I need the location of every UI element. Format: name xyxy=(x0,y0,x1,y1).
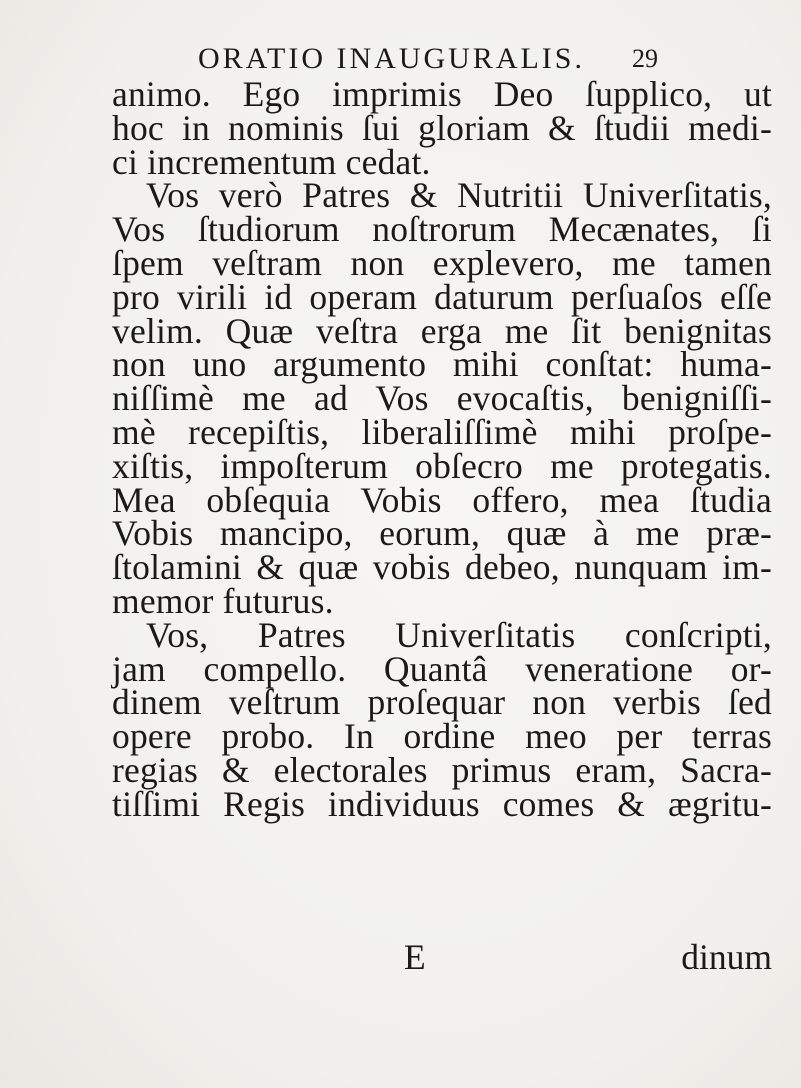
signature-mark: E xyxy=(404,937,426,977)
text-line: tiſſimi Regis individuus comes & ægritu- xyxy=(112,783,772,824)
body-text xyxy=(112,74,772,824)
text-line: Mea obſequia Vobis offero, mea ſtudia xyxy=(112,479,772,520)
text-line: animo. Ego imprimis Deo ſupplico, ut xyxy=(112,74,772,114)
text-line: ci incrementum cedat. xyxy=(112,141,431,182)
text-line: dinem veſtrum proſequar non verbis ſed xyxy=(112,682,772,723)
text-line: hoc in nominis ſui gloriam & ſtudii medi- xyxy=(112,107,772,148)
text-line: memor futurus. xyxy=(112,580,334,621)
text-line: Vos ſtudiorum noſtrorum Mecænates, ſi xyxy=(112,209,772,250)
page-footer xyxy=(112,936,772,977)
text-line: Vobis mancipo, eorum, quæ à me præ- xyxy=(112,513,772,554)
running-title: ORATIO INAUGURALIS. xyxy=(198,42,585,75)
text-line: xiſtis, impoſterum obſecro me protegatis. xyxy=(112,445,772,486)
text-line: opere probo. In ordine meo per terras xyxy=(112,716,772,757)
text-line: mè recepiſtis, liberaliſſimè mihi proſpe- xyxy=(112,411,772,452)
text-line: Vos, Patres Univerſitatis conſcripti, xyxy=(146,614,772,655)
text-line: velim. Quæ veſtra erga me ſit benignitas xyxy=(112,310,772,351)
text-line: Vos verò Patres & Nutritii Univerſitatis, xyxy=(146,175,772,216)
text-line: regias & electorales primus eram, Sacra- xyxy=(112,749,772,790)
text-line: pro virili id operam daturum perſuaſos eſſe xyxy=(112,276,772,317)
text-line: ſpem veſtram non explevero, me tamen xyxy=(112,242,772,283)
text-line: ſtolamini & quæ vobis debeo, nunquam im- xyxy=(112,547,772,588)
text-line: jam compello. Quantâ veneratione or- xyxy=(112,648,772,689)
text-line: non uno argumento mihi conſtat: huma- xyxy=(112,344,772,385)
text-line: niſſimè me ad Vos evocaſtis, benigniſſi- xyxy=(112,378,772,419)
catchword: dinum xyxy=(681,937,772,977)
page-number: 29 xyxy=(632,44,658,73)
